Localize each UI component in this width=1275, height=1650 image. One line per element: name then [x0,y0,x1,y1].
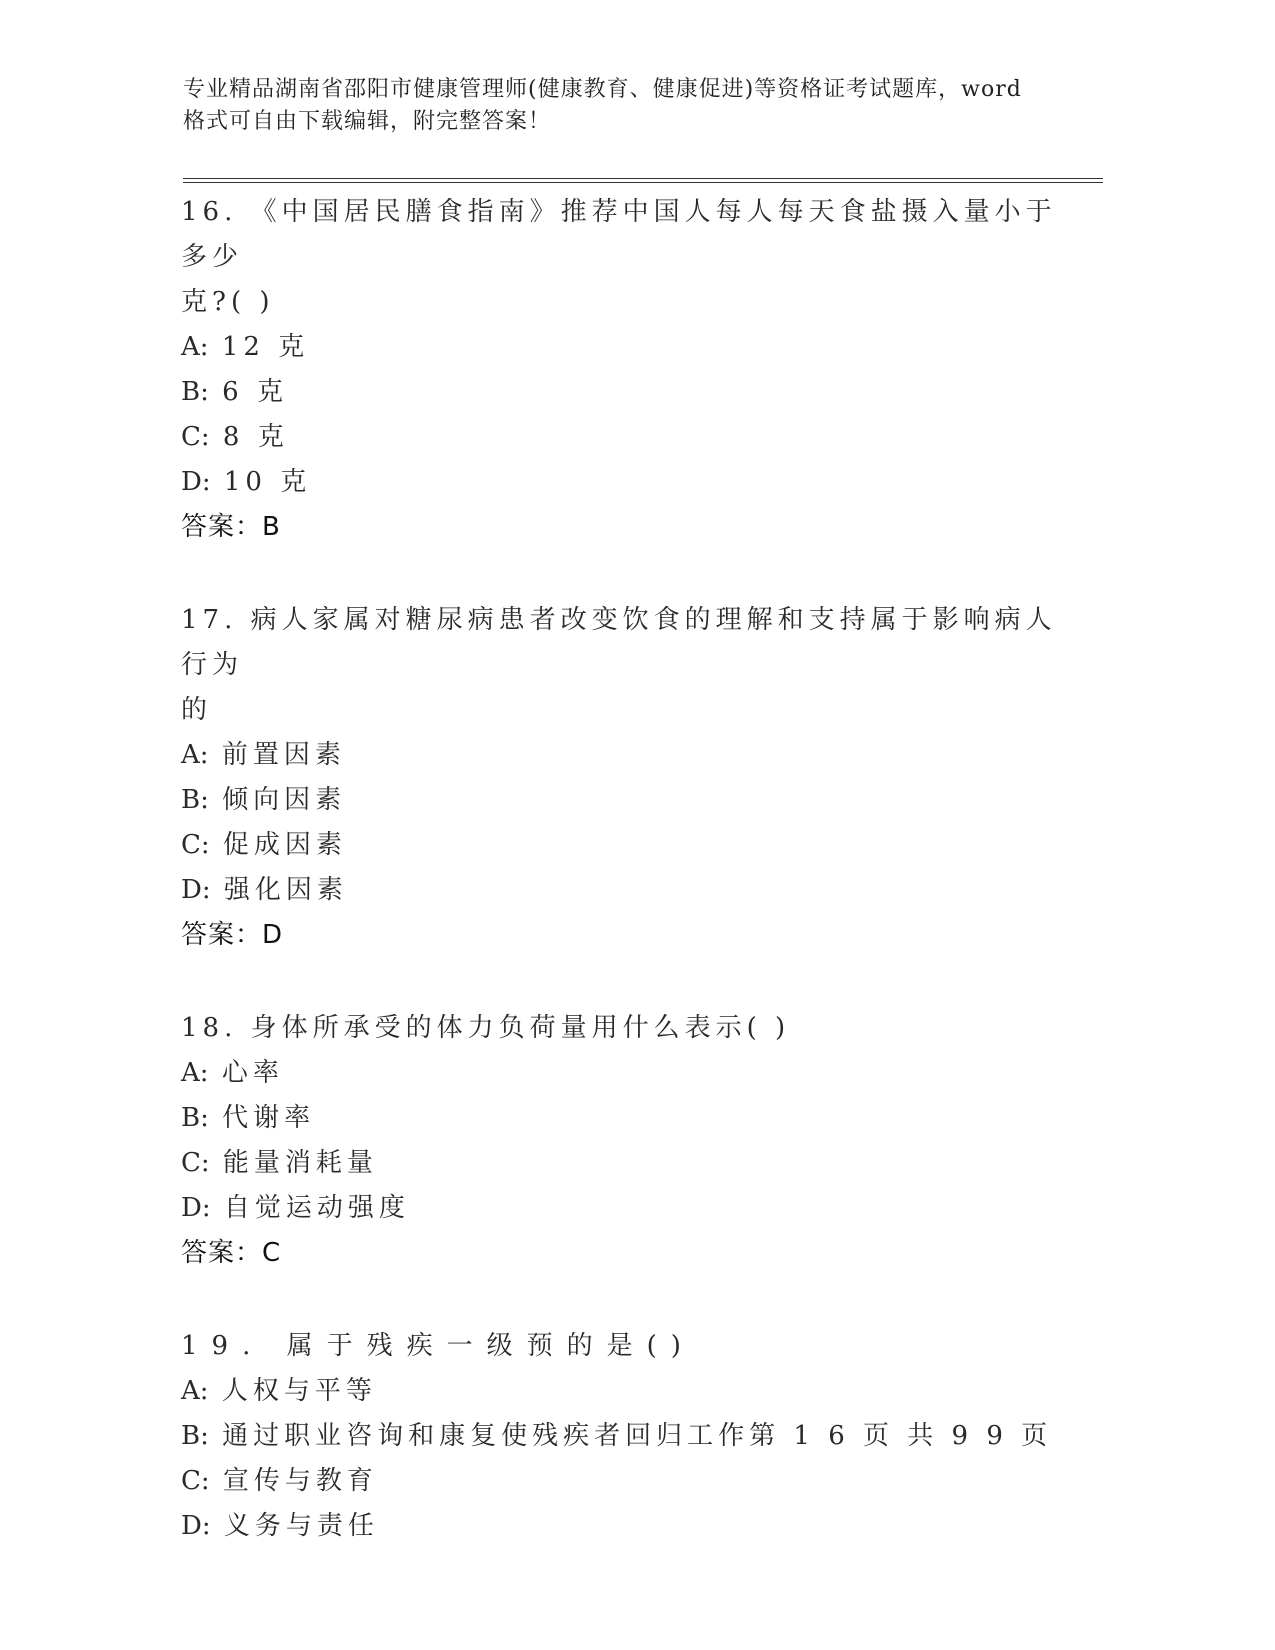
option-text: 人权与平等 [221,1376,377,1406]
option-text: 自觉运动强度 [223,1193,410,1223]
option-label: D: [181,1193,211,1223]
option-label: D: [181,467,211,497]
option-text: 宣传与教育 [222,1466,378,1496]
option-b [181,778,1081,823]
question-text-continued: 克?( ) [181,287,275,317]
option-d [181,460,1081,505]
option-text: 12 克 [221,332,310,362]
option-label: B: [181,377,209,407]
option-label: A: [181,1058,209,1088]
option-c [181,415,1081,460]
option-label: B: [181,1103,209,1133]
option-text: 促成因素 [222,830,347,860]
option-text: 强化因素 [223,875,348,905]
document-header [183,74,1083,138]
option-label: A: [181,332,209,362]
option-text: 6 克 [222,377,288,407]
option-label: C: [181,422,210,452]
option-label: A: [181,740,209,770]
option-text: 8 克 [222,422,289,452]
option-b [181,370,1081,415]
option-text: 10 克 [223,467,312,497]
option-a [181,1369,1081,1414]
header-line-2: 格式可自由下载编辑，附完整答案！ [183,109,552,134]
option-label: C: [181,830,210,860]
option-label: B: [181,1421,209,1451]
question-text: 18. 身体所承受的体力负荷量用什么表示( ) [181,1013,791,1043]
answer: 答案：B [181,512,281,542]
option-a [181,325,1081,370]
option-c [181,1141,1081,1186]
option-label: A: [181,1376,209,1406]
option-b [181,1414,1081,1459]
question-16 [181,190,1081,550]
question-17 [181,598,1081,958]
question-18 [181,1006,1081,1276]
answer: 答案：C [181,1238,282,1268]
option-text: 义务与责任 [223,1511,379,1541]
option-b [181,1096,1081,1141]
header-divider-bottom [183,182,1103,183]
option-text: 倾向因素 [222,785,347,815]
header-line-1: 专业精品湖南省邵阳市健康管理师(健康教育、健康促进)等资格证考试题库，word [183,77,1022,102]
option-label: D: [181,1511,211,1541]
option-d [181,868,1081,913]
option-c [181,823,1081,868]
question-19 [181,1324,1081,1549]
option-a [181,1051,1081,1096]
answer: 答案：D [181,920,284,950]
question-list [181,190,1081,1549]
option-label: B: [181,785,209,815]
option-text: 能量消耗量 [222,1148,378,1178]
option-a [181,733,1081,778]
option-label: C: [181,1466,210,1496]
option-d [181,1504,1081,1549]
option-d [181,1186,1081,1231]
option-text: 通过职业咨询和康复使残疾者回归工作第 1 6 页 共 9 9 页 [222,1421,1053,1451]
option-text: 前置因素 [221,740,346,770]
option-text: 代谢率 [222,1103,316,1133]
option-label: C: [181,1148,210,1178]
question-text: 19. 属于残疾一级预的是() [181,1331,695,1361]
question-text: 17. 病人家属对糖尿病患者改变饮食的理解和支持属于影响病人行为 [181,605,1057,680]
option-label: D: [181,875,211,905]
option-c [181,1459,1081,1504]
question-text: 16. 《中国居民膳食指南》推荐中国人每人每天食盐摄入量小于多少 [181,197,1057,272]
header-divider-top [183,178,1103,179]
question-text-continued: 的 [181,695,213,725]
option-text: 心率 [221,1058,284,1088]
